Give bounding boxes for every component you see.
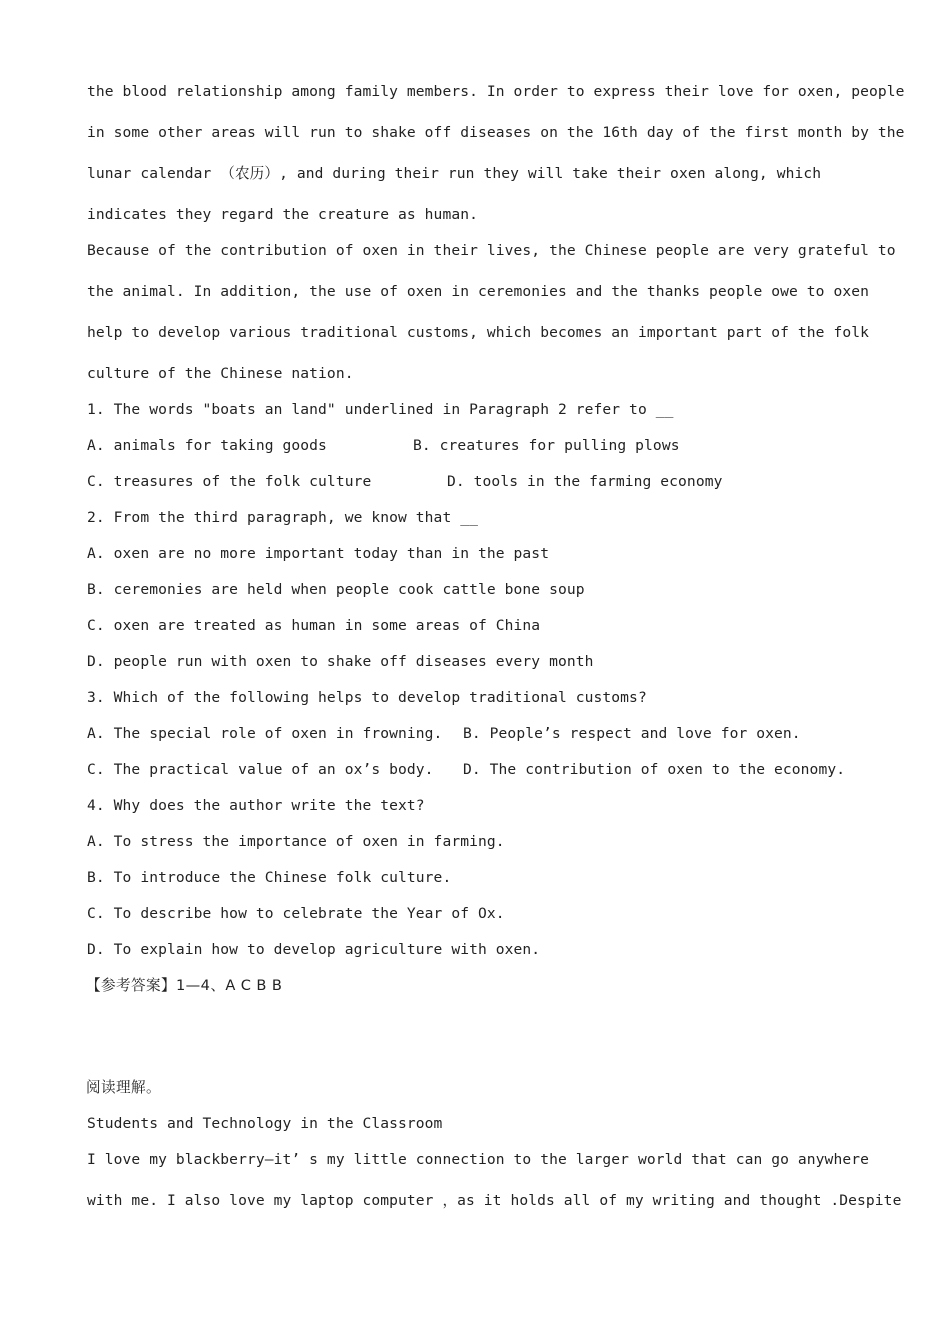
question-3-option-c: C. The practical value of an ox’s body. — [87, 761, 434, 778]
question-1-option-b: B. creatures for pulling plows — [413, 437, 680, 454]
answer-key: 【参考答案】1—4、A C B B — [86, 977, 283, 994]
question-1-option-d: D. tools in the farming economy — [447, 473, 723, 490]
passage-line: help to develop various traditional customs, which becomes an important part of the folk — [87, 324, 869, 341]
question-3-option-a: A. The special role of oxen in frowning. — [87, 725, 443, 742]
passage-title: Students and Technology in the Classroom — [87, 1115, 443, 1132]
passage-line: Because of the contribution of oxen in their lives, the Chinese people are very grateful to — [87, 242, 896, 259]
passage-line: indicates they regard the creature as human. — [87, 206, 478, 223]
question-4-option-c: C. To describe how to celebrate the Year of Ox. — [87, 905, 505, 922]
question-3-option-b: B. People’s respect and love for oxen. — [463, 725, 801, 742]
passage-line: culture of the Chinese nation. — [87, 365, 354, 382]
question-4-option-d: D. To explain how to develop agriculture with oxen. — [87, 941, 541, 958]
question-2-option-c: C. oxen are treated as human in some areas of China — [87, 617, 541, 634]
question-1-stem: 1. The words "boats an land" underlined in Paragraph 2 refer to __ — [87, 401, 674, 418]
passage-line: the animal. In addition, the use of oxen in ceremonies and the thanks people owe to oxen — [87, 283, 869, 300]
question-2-stem: 2. From the third paragraph, we know that __ — [87, 509, 478, 526]
question-1-option-a: A. animals for taking goods — [87, 437, 327, 454]
passage-line: in some other areas will run to shake off diseases on the 16th day of the first month by the — [87, 124, 905, 141]
question-3-option-d: D. The contribution of oxen to the economy. — [463, 761, 846, 778]
passage-line: lunar calendar （农历）, and during their run they will take their oxen along, which — [87, 165, 822, 182]
passage-line: the blood relationship among family members. In order to express their love for oxen, people — [87, 83, 905, 100]
question-3-stem: 3. Which of the following helps to develop traditional customs? — [87, 689, 647, 706]
passage-line: with me. I also love my laptop computer ，as it holds all of my writing and thought .Despite — [87, 1192, 902, 1209]
section-heading: 阅读理解。 — [86, 1079, 161, 1096]
question-4-option-b: B. To introduce the Chinese folk culture. — [87, 869, 452, 886]
passage-line: I love my blackberry—it’ s my little connection to the larger world that can go anywhere — [87, 1151, 869, 1168]
question-2-option-b: B. ceremonies are held when people cook cattle bone soup — [87, 581, 585, 598]
question-2-option-d: D. people run with oxen to shake off diseases every month — [87, 653, 594, 670]
question-4-stem: 4. Why does the author write the text? — [87, 797, 425, 814]
question-2-option-a: A. oxen are no more important today than in the past — [87, 545, 550, 562]
question-4-option-a: A. To stress the importance of oxen in farming. — [87, 833, 505, 850]
question-1-option-c: C. treasures of the folk culture — [87, 473, 372, 490]
